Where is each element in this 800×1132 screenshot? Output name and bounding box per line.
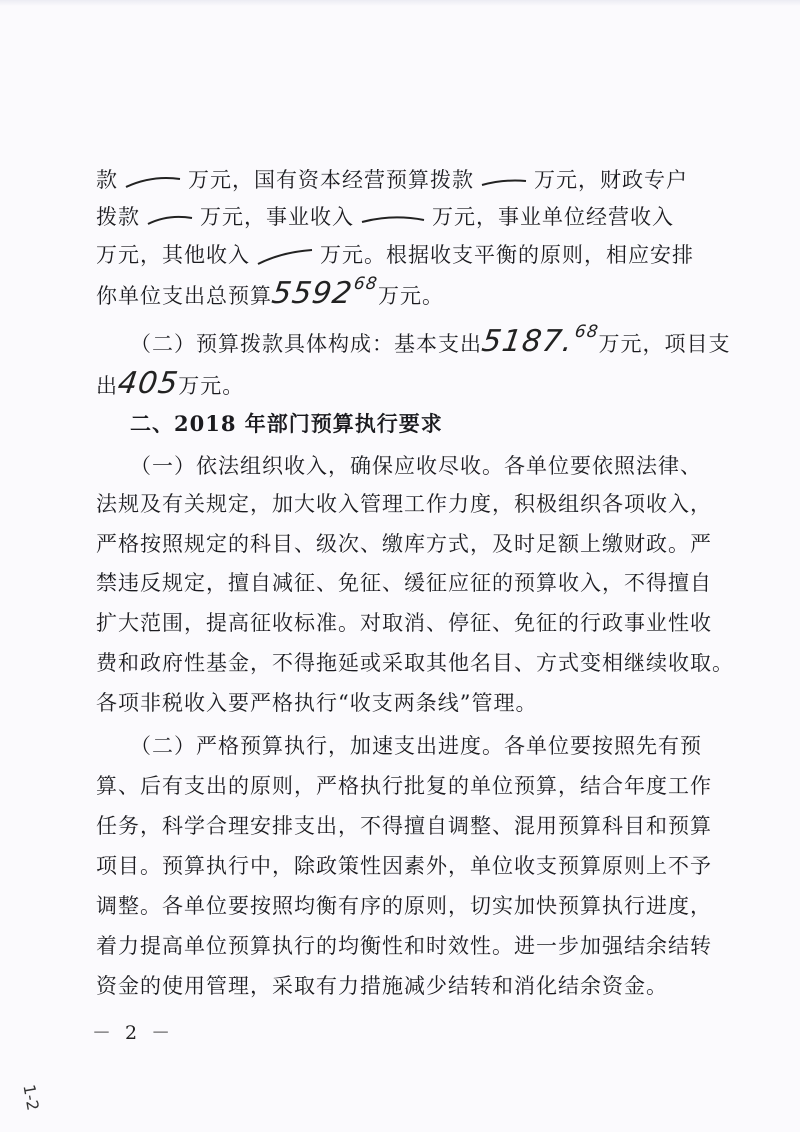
text-fragment: 万元。 bbox=[378, 284, 444, 308]
paragraph-line: 资金的使用管理，采取有力措施减少结转和消化结余资金。 bbox=[96, 974, 668, 998]
paragraph-line: 禁违反规定，擅自减征、免征、缓征应征的预算收入，不得擅自 bbox=[96, 571, 712, 595]
blank-dash bbox=[144, 208, 196, 230]
paragraph-line: 严格按照规定的科目、级次、缴库方式，及时足额上缴财政。严 bbox=[96, 532, 712, 556]
handwritten-total-budget-decimal: 68 bbox=[352, 274, 380, 294]
text-line bbox=[130, 322, 731, 360]
blank-dash bbox=[478, 171, 530, 193]
paragraph-line: 费和政府性基金，不得拖延或采取其他名目、方式变相继续收取。 bbox=[96, 651, 734, 675]
text-fragment: 万元。 bbox=[178, 374, 245, 398]
paragraph-line: 法规及有关规定，加大收入管理工作力度，积极组织各项收入， bbox=[96, 492, 712, 516]
text-fragment: 款 bbox=[96, 168, 118, 192]
paragraph-line: 算、后有支出的原则，严格执行批复的单位预算，结合年度工作 bbox=[96, 774, 712, 798]
text-line bbox=[96, 241, 694, 269]
handwritten-margin-note: 1-2 bbox=[19, 1082, 43, 1113]
handwritten-basic-expenditure: 5187. bbox=[479, 324, 576, 359]
text-fragment: 你单位支出总预算 bbox=[96, 284, 272, 308]
paragraph-line: 着力提高单位预算执行的均衡性和时效性。进一步加强结余结转 bbox=[96, 934, 712, 958]
text-line bbox=[96, 166, 688, 194]
text-fragment: 万元，事业收入 bbox=[200, 205, 354, 229]
paragraph-line: 各项非税收入要严格执行“收支两条线”管理。 bbox=[96, 691, 538, 715]
text-fragment: 万元，财政专户 bbox=[534, 168, 688, 192]
handwritten-project-expenditure: 405 bbox=[115, 366, 181, 401]
blank-dash bbox=[254, 246, 316, 268]
text-fragment: 拨款 bbox=[96, 205, 140, 229]
paragraph-line: 项目。预算执行中，除政策性因素外，单位收支预算原则上不予 bbox=[96, 854, 712, 878]
text-fragment: （二）预算拨款具体构成：基本支出 bbox=[130, 332, 482, 356]
page-number: － 2 － bbox=[92, 1022, 175, 1044]
blank-dash bbox=[122, 171, 184, 193]
paragraph-line: 扩大范围，提高征收标准。对取消、停征、免征的行政事业性收 bbox=[96, 611, 712, 635]
text-fragment: 万元，国有资本经营预算拨款 bbox=[188, 168, 474, 192]
text-fragment: 万元，事业单位经营收入 bbox=[432, 205, 674, 229]
paragraph-line: （二）严格预算执行，加速支出进度。各单位要按照先有预 bbox=[130, 734, 702, 758]
paragraph-line: 任务，科学合理安排支出，不得擅自调整、混用预算科目和预算 bbox=[96, 814, 712, 838]
text-line bbox=[96, 203, 674, 231]
text-line bbox=[96, 274, 444, 312]
blank-dash bbox=[358, 208, 428, 230]
text-line bbox=[96, 366, 245, 401]
section-heading: 二、2018 年部门预算执行要求 bbox=[130, 411, 443, 436]
handwritten-total-budget: 5592 bbox=[269, 276, 355, 311]
handwritten-basic-expenditure-decimal: 68 bbox=[573, 322, 600, 342]
text-fragment: 出 bbox=[96, 374, 118, 398]
paragraph-line: （一）依法组织收入，确保应收尽收。各单位要依照法律、 bbox=[130, 454, 702, 478]
paragraph-line: 调整。各单位要按照均衡有序的原则，切实加快预算执行进度， bbox=[96, 894, 712, 918]
text-fragment: 万元，其他收入 bbox=[96, 243, 250, 267]
text-fragment: 万元，项目支 bbox=[598, 332, 731, 356]
text-fragment: 万元。根据收支平衡的原则，相应安排 bbox=[320, 243, 694, 267]
page-top-edge bbox=[0, 0, 800, 6]
